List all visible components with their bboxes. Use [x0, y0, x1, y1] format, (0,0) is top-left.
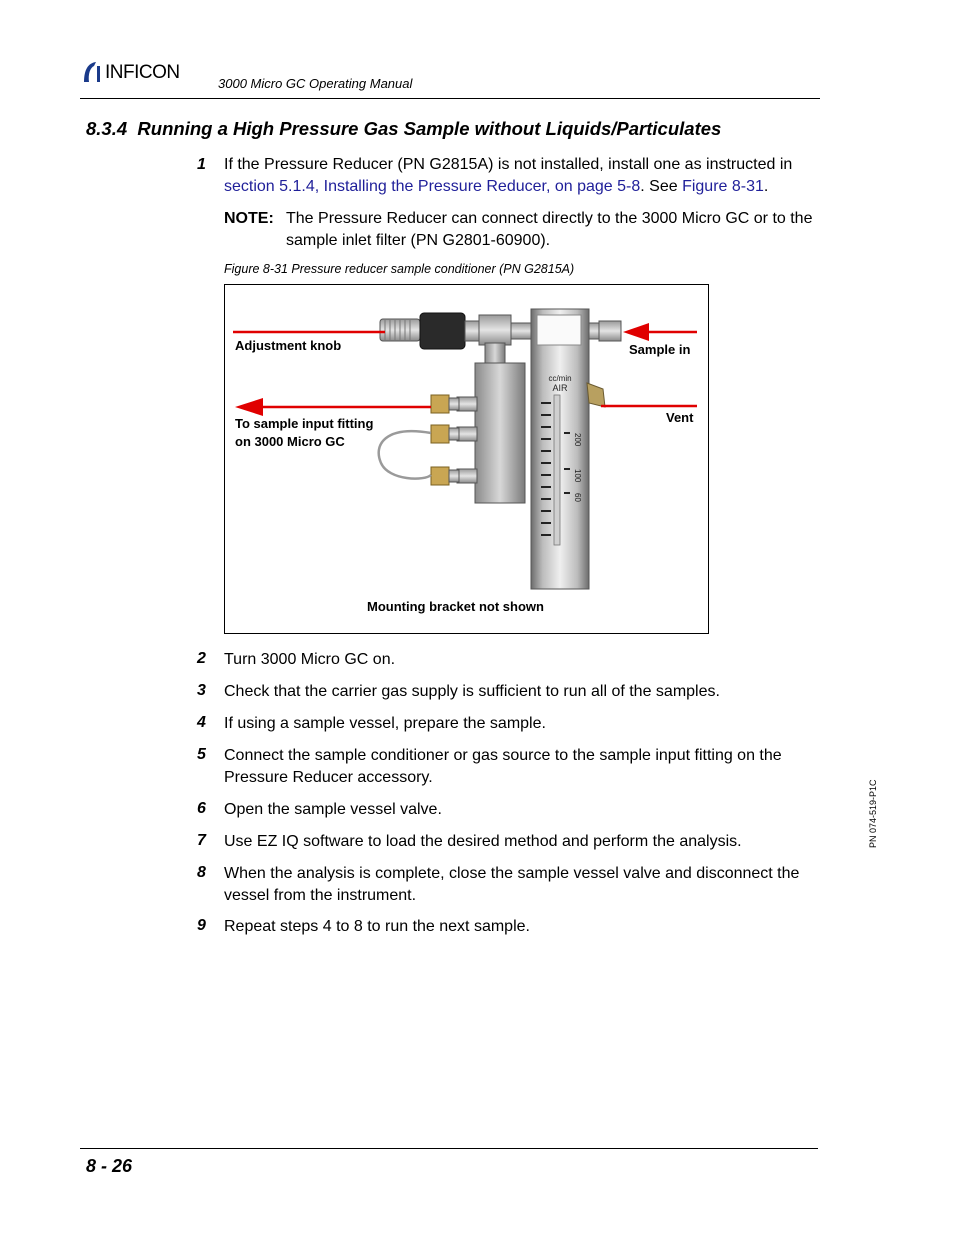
- label-to-sample-input-1: To sample input fitting: [235, 416, 374, 431]
- arrow-to-sample-input: [235, 398, 431, 416]
- note-label: NOTE:: [224, 210, 274, 227]
- label-vent: Vent: [666, 410, 694, 425]
- regulator-block: [431, 363, 525, 503]
- flowmeter-tick: 100: [573, 469, 582, 483]
- figure-caption: Figure 8-31 Pressure reducer sample conditioner (PN G2815A): [224, 262, 575, 276]
- label-mounting: Mounting bracket not shown: [367, 599, 544, 614]
- figure-link[interactable]: Figure 8-31: [682, 178, 764, 195]
- step-text: Turn 3000 Micro GC on.: [224, 651, 396, 668]
- step-number: 6: [197, 800, 206, 817]
- step-number: 9: [197, 917, 206, 934]
- logo-text: INFICON: [105, 62, 180, 83]
- note-text: The Pressure Reducer can connect directly to the 3000 Micro GC or to the sample inlet filter (PN G2801-60900).: [286, 210, 813, 249]
- step-text: Repeat steps 4 to 8 to run the next sample.: [224, 918, 530, 935]
- header-title: 3000 Micro GC Operating Manual: [218, 76, 413, 91]
- step-number: 4: [197, 714, 206, 731]
- flowmeter: [531, 309, 589, 589]
- coil-tube: [379, 431, 431, 478]
- flowmeter-unit: cc/min: [548, 374, 572, 383]
- page-number: 8 - 26: [86, 1156, 133, 1176]
- step-number: 1: [197, 156, 206, 173]
- arrow-sample-in: [623, 323, 697, 341]
- step-number: 8: [197, 864, 206, 881]
- adjustment-knob: [380, 313, 531, 365]
- step-number: 7: [197, 832, 206, 849]
- inficon-logo-icon: [82, 60, 104, 84]
- step-text-part: . See: [640, 178, 683, 195]
- step-text: If using a sample vessel, prepare the sample.: [224, 715, 546, 732]
- section-heading: 8.3.4 Running a High Pressure Gas Sample without Liquids/Particulates: [86, 118, 722, 139]
- step-text: Open the sample vessel valve.: [224, 801, 442, 818]
- step-number: 3: [197, 682, 206, 699]
- step-text: Use EZ IQ software to load the desired method and perform the analysis.: [224, 833, 742, 850]
- sample-in-fitting: [589, 321, 621, 341]
- step-text: Connect the sample conditioner or gas source to the sample input fitting on the Pressure Reducer accessory.: [224, 747, 782, 786]
- section-link[interactable]: section 5.1.4, Installing the Pressure Reducer, on page 5-8: [224, 178, 641, 195]
- step-number: 2: [197, 650, 206, 667]
- label-to-sample-input-2: on 3000 Micro GC: [235, 434, 345, 449]
- step-text: When the analysis is complete, close the sample vessel valve and disconnect the vessel from the instrument.: [224, 865, 800, 904]
- document-part-number: PN 074-519-P1C: [868, 779, 878, 848]
- flowmeter-tick: 200: [573, 433, 582, 447]
- flowmeter-gas: AIR: [552, 383, 568, 393]
- step-text-part: If the Pressure Reducer (PN G2815A) is not installed, install one as instructed in: [224, 156, 793, 173]
- step-text-part: .: [763, 178, 769, 195]
- step-text: Check that the carrier gas supply is sufficient to run all of the samples.: [224, 683, 720, 700]
- header-rule: [80, 98, 820, 99]
- step-text: [224, 154, 816, 198]
- vent-fitting: [587, 383, 605, 407]
- flowmeter-tick: 60: [573, 493, 582, 502]
- step-number: 5: [197, 746, 206, 763]
- footer-rule: [80, 1148, 818, 1149]
- figure-box: [224, 284, 709, 634]
- label-sample-in: Sample in: [629, 342, 691, 357]
- label-adjustment-knob: Adjustment knob: [235, 338, 342, 353]
